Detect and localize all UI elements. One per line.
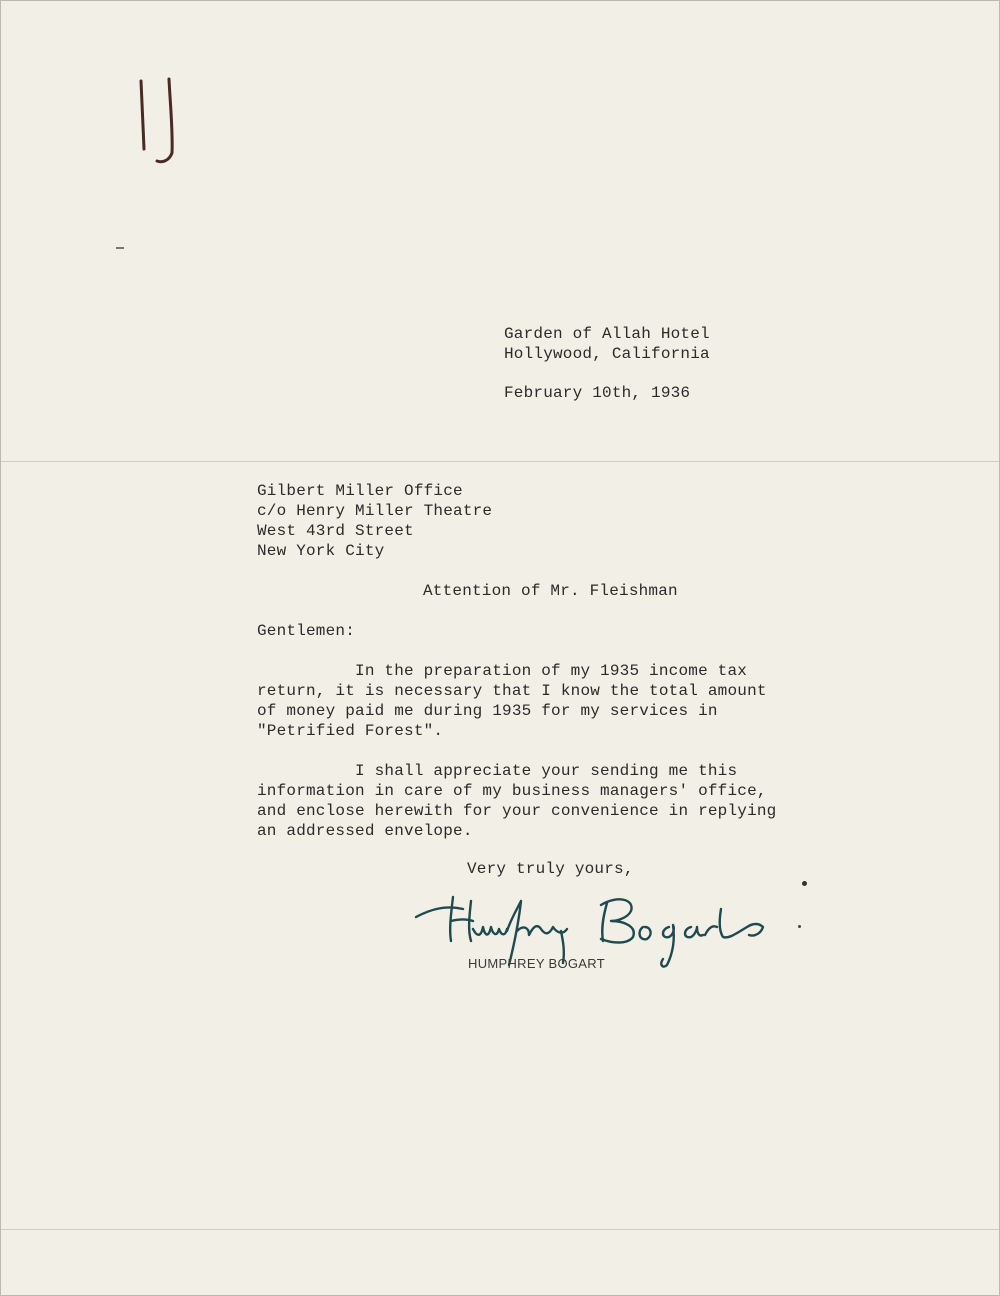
- paragraph2-line: information in care of my business managers' office,: [257, 782, 767, 800]
- sender-address-line2: Hollywood, California: [504, 345, 710, 363]
- letter-date: February 10th, 1936: [504, 384, 691, 402]
- paragraph1-line: "Petrified Forest".: [257, 722, 444, 740]
- paragraph2-line: an addressed envelope.: [257, 822, 473, 840]
- stray-mark: [116, 247, 124, 249]
- fold-line: [1, 461, 999, 462]
- salutation: Gentlemen:: [257, 622, 356, 640]
- paragraph1-line: return, it is necessary that I know the total amount: [257, 682, 767, 700]
- typed-signature-name: HUMPHREY BOGART: [468, 956, 605, 971]
- paragraph1-line: of money paid me during 1935 for my services in: [257, 702, 718, 720]
- handwritten-mark: [129, 71, 189, 171]
- sender-address-line1: Garden of Allah Hotel: [504, 325, 710, 343]
- fold-line: [1, 1229, 999, 1230]
- attention-line: Attention of Mr. Fleishman: [423, 582, 678, 600]
- ink-speck: [798, 925, 801, 928]
- recipient-line3: West 43rd Street: [257, 522, 414, 540]
- paragraph2-line: I shall appreciate your sending me this: [257, 762, 738, 780]
- ink-speck: [802, 881, 807, 886]
- paragraph2-line: and enclose herewith for your convenience in replying: [257, 802, 777, 820]
- recipient-line2: c/o Henry Miller Theatre: [257, 502, 493, 520]
- closing: Very truly yours,: [467, 860, 634, 878]
- recipient-line1: Gilbert Miller Office: [257, 482, 463, 500]
- recipient-line4: New York City: [257, 542, 385, 560]
- paragraph1-line: In the preparation of my 1935 income tax: [257, 662, 748, 680]
